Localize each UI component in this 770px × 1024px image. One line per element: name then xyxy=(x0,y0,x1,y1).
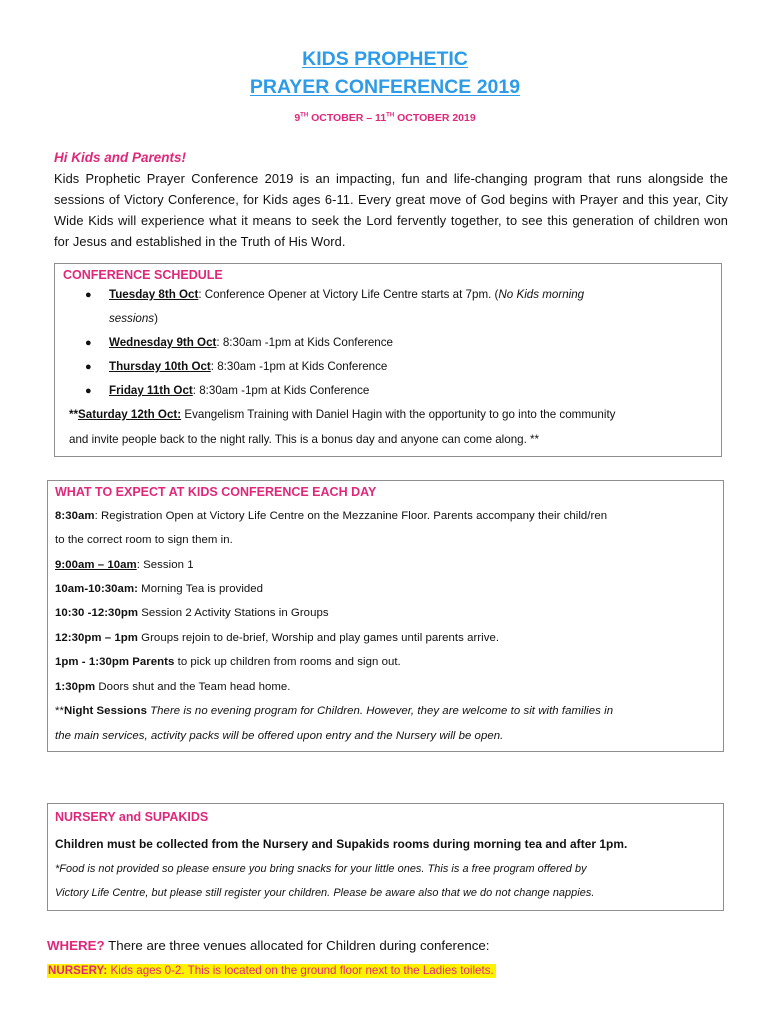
bullet-icon: ● xyxy=(85,337,92,349)
schedule-day: Saturday 12th Oct: xyxy=(78,408,182,421)
nursery-collection-notice: Children must be collected from the Nursery and Supakids rooms during morning tea and after 1pm. xyxy=(55,837,628,851)
expect-line: the main services, activity packs will be offered upon entry and the Nursery will be open. xyxy=(55,730,504,742)
nursery-note: *Food is not provided so please ensure you bring snacks for your little ones. This is a free program offered by xyxy=(55,863,587,875)
bullet-icon: ● xyxy=(85,385,92,397)
title-line-2: PRAYER CONFERENCE 2019 xyxy=(249,76,521,98)
expect-line: to the correct room to sign them in. xyxy=(55,534,233,546)
schedule-day: Thursday 10th Oct xyxy=(109,360,211,373)
schedule-day: Friday 11th Oct xyxy=(109,384,193,397)
nursery-supakids-box xyxy=(47,803,724,911)
bullet-icon: ● xyxy=(85,361,92,373)
expect-line: 8:30am: Registration Open at Victory Life Centre on the Mezzanine Floor. Parents accompany their child/ren xyxy=(55,510,608,522)
nursery-heading: NURSERY and SUPAKIDS xyxy=(55,810,209,824)
expect-line: **Night Sessions There is no evening program for Children. However, they are welcome to sit with families in xyxy=(55,705,614,717)
expect-line: 10:30 -12:30pm Session 2 Activity Stations in Groups xyxy=(55,607,329,619)
expect-line: 1pm - 1:30pm Parents to pick up children from rooms and sign out. xyxy=(55,656,401,668)
title-line-1: KIDS PROPHETIC xyxy=(302,48,468,70)
conference-dates: 9TH OCTOBER – 11TH OCTOBER 2019 xyxy=(294,112,476,124)
schedule-heading: CONFERENCE SCHEDULE xyxy=(63,268,223,282)
expect-line: 10am-10:30am: Morning Tea is provided xyxy=(55,583,264,595)
intro-paragraph: Kids Prophetic Prayer Conference 2019 is an impacting, fun and life-changing program that runs alongside the sessions of Victory Conference, for Kids ages 6-11. Every great move of God begins with Prayer and this year, City Wide Kids will experience what it means to seek the Lord fervently together, to see this generation of children won for Jesus and established in the Truth of His Word. xyxy=(54,171,728,249)
where-line: WHERE? There are three venues allocated for Children during conference: xyxy=(47,938,490,953)
greeting: Hi Kids and Parents! xyxy=(54,150,187,165)
what-to-expect-box xyxy=(47,480,724,752)
expect-line: 9:00am – 10am: Session 1 xyxy=(55,559,194,571)
where-label: WHERE? xyxy=(47,938,105,953)
expect-heading: WHAT TO EXPECT AT KIDS CONFERENCE EACH DAY xyxy=(55,485,377,499)
schedule-day: Wednesday 9th Oct xyxy=(109,336,217,349)
bullet-icon: ● xyxy=(85,289,92,301)
conference-schedule-box: CONFERENCE SCHEDULE ● Tuesday 8th Oct: Conference Opener at Victory Life Centre starts at 7pm. (No Kids morning sessions) ● Wednesday 9th Oct: 8:30am -1pm at Kids Conference ● Thursday 10th Oct: 8:30am -1pm at Kids Conference ● Friday 11th Oct: 8:30am -1pm at Kids Conference **Saturday 12th Oct: Evangelism Training with Daniel Hagin with the opportunity to go into the community and invite people back to the night rally. This is a bonus day and anyone can come along. ** xyxy=(54,263,722,457)
schedule-day: Tuesday 8th Oct xyxy=(109,288,199,301)
expect-line: 12:30pm – 1pm Groups rejoin to de-brief, Worship and play games until parents arrive. xyxy=(55,632,500,644)
nursery-note: Victory Life Centre, but please still register your children. Please be aware also that we do not change nappies. xyxy=(55,887,595,899)
expect-line: 1:30pm Doors shut and the Team head home. xyxy=(55,681,291,693)
nursery-venue-highlight: NURSERY: Kids ages 0-2. This is located on the ground floor next to the Ladies toilets. xyxy=(48,964,494,977)
